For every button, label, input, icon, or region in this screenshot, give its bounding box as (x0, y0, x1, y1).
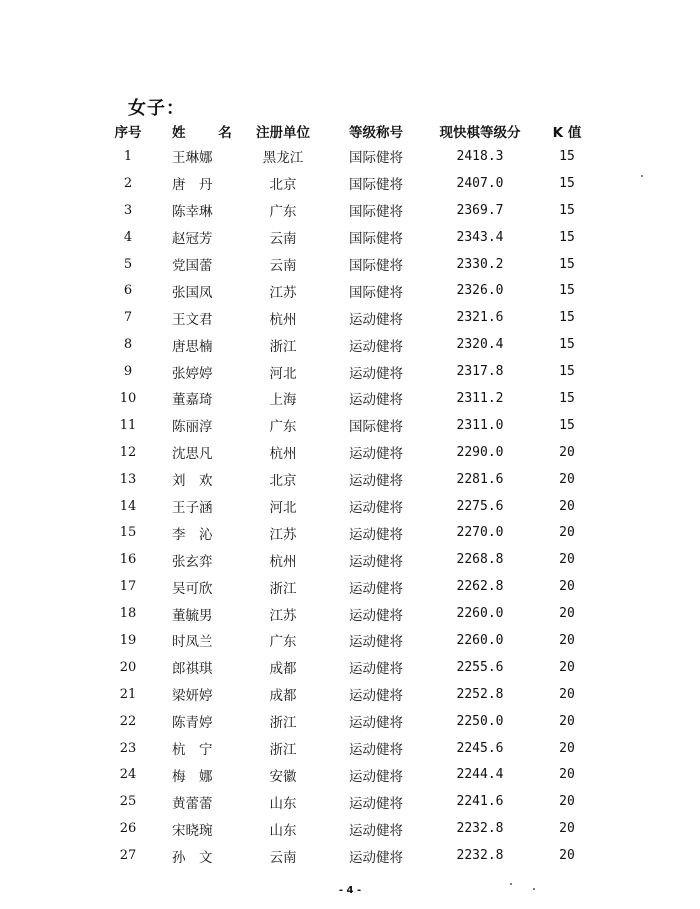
cell-title: 国际健将 (349, 231, 403, 248)
cell-k: 15 (559, 175, 575, 191)
cell-score: 2250.0 (456, 713, 504, 729)
scan-speck (641, 175, 643, 177)
cell-k: 15 (559, 202, 575, 218)
cell-unit: 山东 (269, 822, 297, 839)
scan-speck (533, 888, 535, 890)
cell-name: 张玄弈 (172, 553, 213, 570)
cell-rank: 4 (123, 229, 133, 245)
cell-k: 20 (559, 579, 575, 595)
table-row (98, 197, 598, 224)
cell-k: 15 (559, 148, 575, 164)
cell-rank: 12 (119, 444, 137, 460)
cell-rank: 8 (123, 337, 133, 353)
cell-rank: 27 (119, 848, 137, 864)
cell-k: 20 (559, 552, 575, 568)
cell-title: 运动健将 (349, 365, 403, 382)
table-row (98, 277, 598, 304)
cell-score: 2232.8 (456, 821, 504, 837)
section-title: 女子： (128, 98, 185, 119)
table-header-row (98, 119, 598, 143)
cell-title: 运动健将 (349, 311, 403, 328)
cell-unit: 河北 (269, 500, 297, 517)
cell-k: 20 (559, 471, 575, 487)
cell-unit: 广东 (269, 634, 297, 651)
cell-title: 运动健将 (349, 500, 403, 517)
table-row (98, 842, 598, 869)
cell-score: 2245.6 (456, 740, 504, 756)
header-k: K 值 (552, 125, 582, 141)
cell-score: 2321.6 (456, 310, 504, 326)
cell-title: 运动健将 (349, 822, 403, 839)
cell-rank: 10 (119, 390, 137, 406)
cell-unit: 上海 (269, 392, 297, 409)
cell-rank: 13 (119, 471, 137, 487)
cell-name: 党国蕾 (172, 258, 213, 274)
cell-score: 2343.4 (456, 229, 504, 245)
table-row (98, 681, 598, 708)
cell-unit: 浙江 (269, 338, 297, 355)
cell-name: 陈青婷 (172, 715, 213, 732)
cell-name: 陈丽淳 (172, 419, 213, 436)
header-title: 等级称号 (349, 125, 403, 141)
cell-rank: 20 (119, 659, 137, 675)
cell-title: 运动健将 (349, 580, 403, 597)
table-row (98, 412, 598, 439)
cell-rank: 25 (119, 794, 137, 810)
cell-k: 20 (559, 525, 575, 541)
cell-name: 黄蕾蕾 (172, 795, 213, 812)
cell-k: 15 (559, 364, 575, 380)
table-row (98, 170, 598, 197)
cell-title: 运动健将 (349, 526, 403, 543)
cell-name: 时凤兰 (172, 634, 213, 651)
cell-title: 国际健将 (349, 284, 403, 301)
cell-score: 2407.0 (456, 175, 504, 191)
cell-rank: 9 (123, 364, 133, 380)
cell-unit: 黑龙江 (262, 150, 304, 167)
table-row (98, 358, 598, 385)
cell-score: 2262.8 (456, 579, 504, 595)
table-row (98, 143, 598, 170)
cell-unit: 杭州 (269, 553, 297, 570)
cell-title: 运动健将 (349, 553, 403, 570)
cell-name: 唐 丹 (172, 177, 213, 194)
cell-score: 2252.8 (456, 686, 504, 702)
cell-score: 2317.8 (456, 364, 504, 380)
cell-name: 董嘉琦 (172, 392, 213, 409)
cell-title: 国际健将 (349, 258, 403, 274)
cell-name: 董毓男 (172, 607, 213, 624)
cell-k: 20 (559, 498, 575, 514)
cell-unit: 杭州 (269, 446, 297, 463)
table-row (98, 735, 598, 762)
cell-unit: 广东 (269, 419, 297, 436)
cell-score: 2311.2 (456, 390, 504, 406)
cell-unit: 浙江 (269, 742, 297, 759)
cell-name: 王文君 (172, 311, 213, 328)
cell-score: 2281.6 (456, 471, 504, 487)
cell-k: 15 (559, 390, 575, 406)
cell-title: 国际健将 (349, 150, 403, 167)
cell-k: 20 (559, 606, 575, 622)
cell-title: 运动健将 (349, 392, 403, 409)
cell-score: 2255.6 (456, 659, 504, 675)
header-name: 姓 名 (172, 125, 246, 141)
table-row (98, 573, 598, 600)
cell-k: 15 (559, 229, 575, 245)
cell-title: 运动健将 (349, 473, 403, 490)
cell-k: 15 (559, 256, 575, 272)
cell-rank: 3 (123, 202, 133, 218)
cell-unit: 成都 (269, 688, 297, 705)
cell-k: 20 (559, 713, 575, 729)
cell-rank: 15 (119, 525, 137, 541)
cell-score: 2275.6 (456, 498, 504, 514)
cell-rank: 26 (119, 821, 137, 837)
table-row (98, 788, 598, 815)
cell-name: 李 沁 (172, 526, 213, 543)
cell-score: 2320.4 (456, 337, 504, 353)
cell-k: 20 (559, 740, 575, 756)
cell-k: 20 (559, 659, 575, 675)
cell-unit: 云南 (269, 849, 297, 866)
cell-rank: 6 (123, 283, 133, 299)
cell-rank: 21 (119, 686, 137, 702)
rating-table-body (98, 143, 598, 869)
cell-unit: 北京 (269, 177, 297, 194)
cell-rank: 24 (119, 767, 137, 783)
cell-score: 2369.7 (456, 202, 504, 218)
cell-name: 王子涵 (172, 500, 213, 517)
cell-unit: 成都 (269, 661, 297, 678)
cell-k: 15 (559, 337, 575, 353)
cell-name: 陈幸琳 (172, 204, 213, 221)
cell-title: 运动健将 (349, 795, 403, 812)
cell-rank: 18 (119, 606, 137, 622)
cell-rank: 17 (119, 579, 137, 595)
cell-k: 20 (559, 632, 575, 648)
cell-title: 运动健将 (349, 742, 403, 759)
cell-name: 刘 欢 (172, 473, 213, 490)
table-row (98, 466, 598, 493)
scan-speck (510, 883, 512, 885)
cell-unit: 山东 (269, 795, 297, 812)
cell-title: 运动健将 (349, 768, 403, 785)
table-row (98, 627, 598, 654)
table-row (98, 224, 598, 251)
cell-title: 运动健将 (349, 607, 403, 624)
cell-k: 20 (559, 794, 575, 810)
cell-k: 20 (559, 767, 575, 783)
cell-score: 2270.0 (456, 525, 504, 541)
cell-title: 运动健将 (349, 849, 403, 866)
cell-rank: 5 (123, 256, 133, 272)
cell-unit: 浙江 (269, 580, 297, 597)
header-unit: 注册单位 (256, 125, 310, 141)
cell-unit: 江苏 (269, 607, 297, 624)
cell-score: 2418.3 (456, 148, 504, 164)
cell-unit: 浙江 (269, 715, 297, 732)
cell-score: 2241.6 (456, 794, 504, 810)
table-row (98, 331, 598, 358)
cell-score: 2290.0 (456, 444, 504, 460)
table-row (98, 304, 598, 331)
table-row (98, 708, 598, 735)
table-row (98, 815, 598, 842)
table-row (98, 600, 598, 627)
table-row (98, 519, 598, 546)
cell-k: 20 (559, 848, 575, 864)
cell-score: 2260.0 (456, 606, 504, 622)
cell-rank: 22 (119, 713, 137, 729)
cell-title: 国际健将 (349, 419, 403, 436)
cell-rank: 7 (123, 310, 133, 326)
cell-k: 15 (559, 417, 575, 433)
cell-k: 20 (559, 686, 575, 702)
cell-rank: 19 (119, 632, 137, 648)
cell-name: 张国凤 (172, 284, 213, 301)
cell-name: 孙 文 (172, 849, 213, 866)
cell-unit: 广东 (269, 204, 297, 221)
cell-rank: 1 (123, 148, 133, 164)
cell-name: 梁妍婷 (172, 688, 213, 705)
cell-unit: 河北 (269, 365, 297, 382)
rating-table (98, 119, 598, 869)
cell-rank: 11 (119, 417, 137, 433)
table-row (98, 493, 598, 520)
table-row (98, 439, 598, 466)
cell-score: 2326.0 (456, 283, 504, 299)
cell-score: 2268.8 (456, 552, 504, 568)
cell-name: 吴可欣 (172, 580, 213, 597)
cell-score: 2330.2 (456, 256, 504, 272)
table-row (98, 385, 598, 412)
cell-name: 唐思楠 (172, 338, 213, 355)
cell-title: 运动健将 (349, 338, 403, 355)
cell-name: 杭 宁 (172, 742, 213, 759)
table-row (98, 546, 598, 573)
cell-title: 运动健将 (349, 634, 403, 651)
cell-rank: 16 (119, 552, 137, 568)
cell-k: 15 (559, 283, 575, 299)
cell-title: 运动健将 (349, 446, 403, 463)
cell-name: 王琳娜 (172, 150, 213, 167)
cell-name: 赵冠芳 (172, 231, 213, 248)
cell-score: 2244.4 (456, 767, 504, 783)
cell-rank: 2 (123, 175, 133, 191)
cell-unit: 江苏 (269, 526, 297, 543)
table-row (98, 251, 598, 278)
cell-unit: 北京 (269, 473, 297, 490)
table-row (98, 654, 598, 681)
cell-unit: 安徽 (269, 768, 297, 785)
cell-name: 梅 娜 (172, 768, 213, 785)
header-score: 现快棋等级分 (439, 125, 521, 141)
cell-unit: 云南 (269, 258, 297, 274)
cell-unit: 云南 (269, 231, 297, 248)
cell-score: 2260.0 (456, 632, 504, 648)
cell-rank: 23 (119, 740, 137, 756)
page-number: - 4 - (338, 885, 362, 896)
cell-unit: 江苏 (269, 284, 297, 301)
cell-name: 郎祺琪 (172, 661, 213, 678)
cell-score: 2232.8 (456, 848, 504, 864)
header-rank: 序号 (114, 125, 142, 141)
cell-title: 国际健将 (349, 204, 403, 221)
cell-title: 运动健将 (349, 688, 403, 705)
cell-title: 运动健将 (349, 661, 403, 678)
cell-name: 沈思凡 (172, 446, 213, 463)
cell-title: 运动健将 (349, 715, 403, 732)
cell-k: 20 (559, 444, 575, 460)
cell-name: 张婷婷 (172, 365, 213, 382)
cell-k: 15 (559, 310, 575, 326)
cell-k: 20 (559, 821, 575, 837)
cell-unit: 杭州 (269, 311, 297, 328)
cell-score: 2311.0 (456, 417, 504, 433)
cell-name: 宋晓琬 (172, 822, 213, 839)
cell-rank: 14 (119, 498, 137, 514)
cell-title: 国际健将 (349, 177, 403, 194)
table-row (98, 761, 598, 788)
